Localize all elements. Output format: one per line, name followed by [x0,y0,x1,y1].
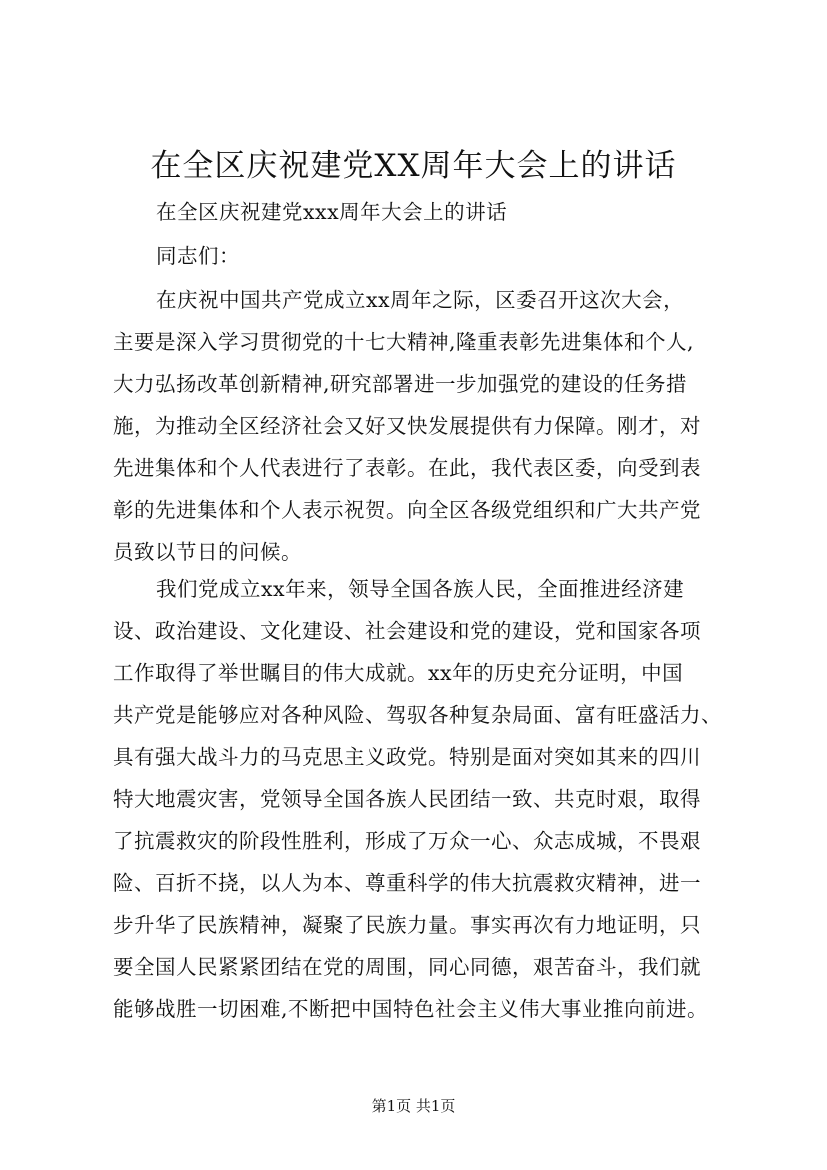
page-number-footer: 第1页 共1页 [371,1097,456,1115]
paragraph-line: 施，为推动全区经济社会又好又快发展提供有力保障。刚才，对 [113,414,701,438]
paragraph-line: 在庆祝中国共产党成立xx周年之际，区委召开这次大会， [156,288,685,312]
salutation: 同志们： [156,244,240,268]
paragraph-line: 工作取得了举世瞩目的伟大成就。xx年的历史充分证明，中国 [113,661,684,685]
paragraph-line: 步升华了民族精神，凝聚了民族力量。事实再次有力地证明，只 [113,913,701,937]
paragraph-line: 大力弘扬改革创新精神,研究部署进一步加强党的建设的任务措 [113,372,688,396]
paragraph-line: 特大地震灾害，党领导全国各族人民团结一致、共克时艰，取得 [113,787,701,811]
paragraph-line: 彰的先进集体和个人表示祝贺。向全区各级党组织和广大共产党 [113,498,701,522]
paragraph-line: 设、政治建设、文化建设、社会建设和党的建设，党和国家各项 [113,619,701,643]
paragraph-line: 先进集体和个人代表进行了表彰。在此，我代表区委，向受到表 [113,456,701,480]
paragraph-line: 险、百折不挠，以人为本、尊重科学的伟大抗震救灾精神，进一 [113,871,701,895]
paragraph-line: 具有强大战斗力的马克思主义政党。特别是面对突如其来的四川 [113,745,701,769]
document-subtitle: 在全区庆祝建党xxx周年大会上的讲话 [156,200,508,224]
paragraph-line: 要全国人民紧紧团结在党的周围，同心同德，艰苦奋斗，我们就 [113,955,701,979]
paragraph-line: 员致以节日的问候。 [113,540,302,564]
paragraph-line: 我们党成立xx年来，领导全国各族人民，全面推进经济建 [156,577,685,601]
paragraph-line: 主要是深入学习贯彻党的十七大精神,隆重表彰先进集体和个人, [113,330,695,354]
document-title: 在全区庆祝建党XX周年大会上的讲话 [150,148,677,184]
paragraph-line: 共产党是能够应对各种风险、驾驭各种复杂局面、富有旺盛活力、 [113,703,722,727]
paragraph-line: 能够战胜一切困难,不断把中国特色社会主义伟大事业推向前进。 [113,997,709,1021]
paragraph-line: 了抗震救灾的阶段性胜利，形成了万众一心、众志成城，不畏艰 [113,829,701,853]
